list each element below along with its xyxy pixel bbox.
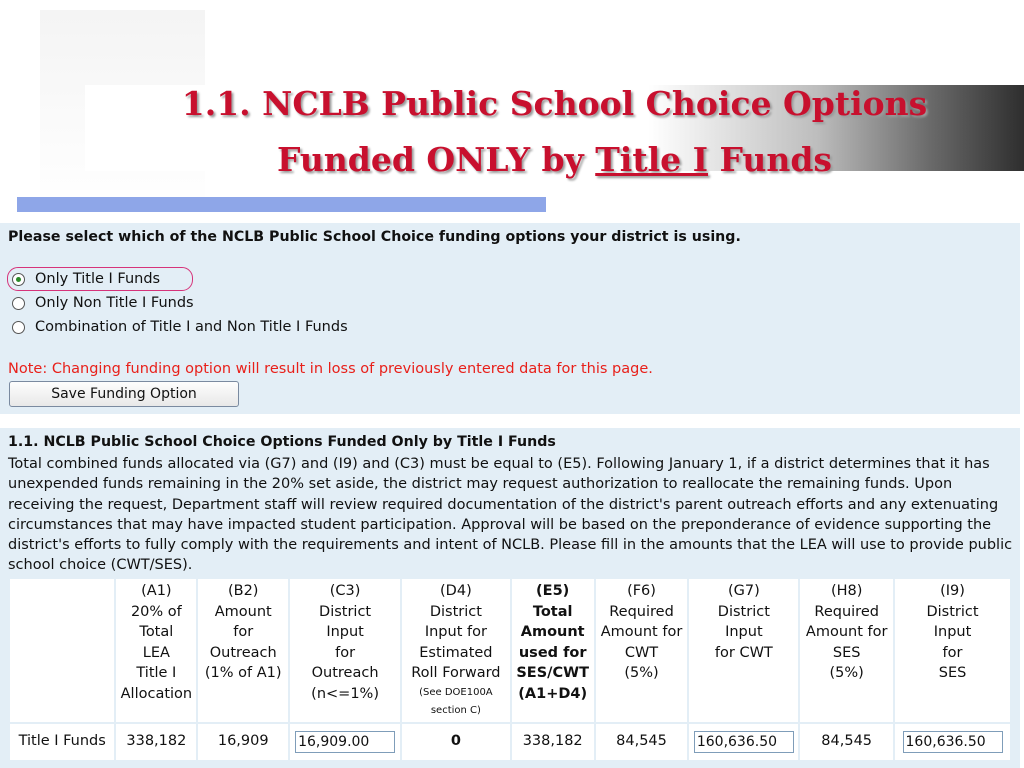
cell-a1: 338,182 <box>115 723 197 761</box>
header-text: (E5) <box>536 583 570 599</box>
header-text: Required <box>814 603 879 620</box>
header-text: for <box>233 624 254 640</box>
header-text: SES/CWT <box>516 665 589 681</box>
header-text: District <box>319 603 372 620</box>
header-text: (F6) <box>627 583 656 599</box>
header-text: (G7) <box>727 583 760 599</box>
header-text: (A1) <box>141 583 172 599</box>
cell-d4: 0 <box>401 723 511 761</box>
row-label: Title I Funds <box>9 723 115 761</box>
header-text: Input <box>725 624 763 640</box>
option-only-non-title-i[interactable] <box>12 292 194 314</box>
header-text: Total <box>139 624 174 640</box>
section-instructions: Total combined funds allocated via (G7) and (I9) and (C3) must be equal to (E5). Following January 1, if a district determines that it has unexpended funds remaining in the 20% set aside, the district may request authorization to reallocate the remaining funds. Upon receiving the request, Department staff will review required documentation of the district's parent outreach efforts and any extenuating circumstances that may have impacted student participation. Approval will be based on the preponderance of evidence supporting the district's efforts to fully comply with the requirements and intent of NCLB. Please fill in the amounts that the LEA will use to provide public school choice (CWT/SES). <box>8 456 1013 574</box>
slide-title <box>85 76 1024 188</box>
cell-b2: 16,909 <box>197 723 289 761</box>
header-footnote: section C) <box>430 704 481 716</box>
header-text: Title I <box>136 665 177 681</box>
header-text: Amount <box>520 624 585 640</box>
header-text: used for <box>518 644 587 661</box>
i9-ses-input[interactable] <box>903 731 1003 753</box>
header-i9 <box>894 578 1011 723</box>
radio-icon[interactable] <box>12 297 25 310</box>
header-text: Estimated <box>419 644 493 661</box>
accent-bar <box>17 197 546 212</box>
header-text: for CWT <box>714 644 773 661</box>
section-heading: 1.1. NCLB Public School Choice Options Funded Only by Title I Funds <box>8 434 556 450</box>
funding-option-panel <box>0 223 1020 414</box>
header-text: Required <box>609 603 674 620</box>
header-text: (H8) <box>830 583 863 599</box>
header-text: (I9) <box>940 583 965 599</box>
c3-outreach-input[interactable] <box>295 731 395 753</box>
header-text: LEA <box>142 644 170 661</box>
header-text: Roll Forward <box>411 665 501 681</box>
header-text: Outreach <box>311 665 379 681</box>
header-blank <box>9 578 115 723</box>
header-e5 <box>511 578 595 723</box>
header-text: Amount for <box>805 624 888 640</box>
cell-e5: 338,182 <box>511 723 595 761</box>
header-g7 <box>688 578 799 723</box>
header-text: (n<=1%) <box>311 685 379 702</box>
option-only-title-i[interactable] <box>12 268 160 290</box>
header-text: for <box>942 644 963 661</box>
header-text: Input for <box>424 624 487 640</box>
slide-title-line2-start: Funded ONLY by <box>276 140 596 179</box>
table-header-row <box>9 578 1011 723</box>
header-text: District <box>429 603 482 620</box>
header-text: SES <box>938 665 967 681</box>
header-text: (5%) <box>624 665 659 681</box>
slide-title-line2-end: Funds <box>708 140 833 179</box>
cell-f6: 84,545 <box>595 723 689 761</box>
header-footnote: (See DOE100A <box>419 686 493 698</box>
header-text: Outreach <box>209 644 277 661</box>
header-text: (D4) <box>440 583 472 599</box>
cell-g7 <box>688 723 799 761</box>
option-label: Only Title I Funds <box>35 271 161 287</box>
header-text: Input <box>326 624 364 640</box>
header-text: Amount for <box>600 624 683 640</box>
header-text: (1% of A1) <box>204 665 282 681</box>
g7-cwt-input[interactable] <box>694 731 794 753</box>
cell-i9 <box>894 723 1011 761</box>
warning-note: Note: Changing funding option will result in loss of previously entered data for this page. <box>8 361 653 377</box>
header-text: Amount <box>214 603 272 620</box>
header-a1 <box>115 578 197 723</box>
header-text: for <box>335 644 356 661</box>
table-row <box>9 723 1011 761</box>
header-text: Total <box>532 603 573 620</box>
header-f6 <box>595 578 689 723</box>
slide-title-underlined: Title I <box>595 140 709 179</box>
option-label: Combination of Title I and Non Title I Funds <box>35 319 348 335</box>
header-c3 <box>289 578 401 723</box>
header-text: Allocation <box>120 685 193 702</box>
cell-c3 <box>289 723 401 761</box>
radio-icon[interactable] <box>12 321 25 334</box>
funds-table <box>8 577 1012 762</box>
header-text: 20% of <box>130 603 182 620</box>
header-text: SES <box>832 644 861 661</box>
option-combination[interactable] <box>12 316 348 338</box>
header-text: (5%) <box>829 665 864 681</box>
header-text: (C3) <box>329 583 361 599</box>
radio-selected-icon[interactable] <box>12 273 25 286</box>
header-text: Input <box>933 624 972 640</box>
header-text: CWT <box>624 644 659 661</box>
header-text: District <box>717 603 770 620</box>
header-h8 <box>799 578 894 723</box>
option-label: Only Non Title I Funds <box>35 295 194 311</box>
header-text: District <box>926 603 979 620</box>
header-text: (B2) <box>227 583 259 599</box>
save-funding-option-button[interactable]: Save Funding Option <box>9 381 239 407</box>
funding-question: Please select which of the NCLB Public School Choice funding options your district is using. <box>8 229 741 245</box>
slide-title-line1: 1.1. NCLB Public School Choice Options <box>181 84 928 123</box>
header-b2 <box>197 578 289 723</box>
cell-h8: 84,545 <box>799 723 894 761</box>
header-d4 <box>401 578 511 723</box>
funds-section-panel <box>0 428 1020 768</box>
slide-title-line2 <box>85 132 1024 188</box>
header-text: (A1+D4) <box>518 685 588 702</box>
